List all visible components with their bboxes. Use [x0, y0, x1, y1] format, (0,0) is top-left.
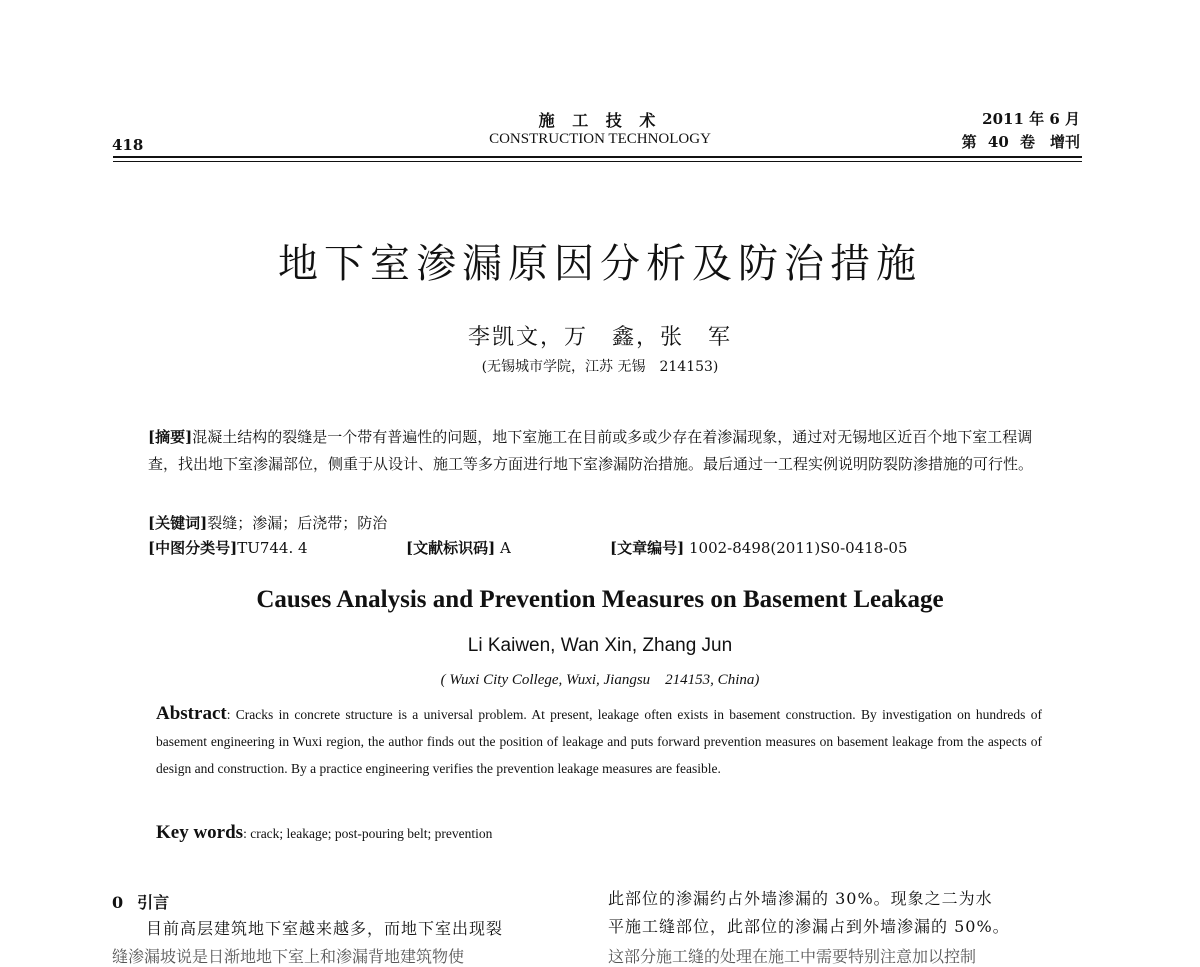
clc-value: TU744. 4: [237, 539, 308, 557]
authors-en: Li Kaiwen, Wan Xin, Zhang Jun: [467, 635, 733, 656]
doc-code-label: [文献标识码]: [406, 539, 496, 557]
header-rule-thin: [113, 161, 1082, 162]
keywords-cn-label: [关键词]: [148, 514, 208, 532]
abstract-en-label: Abstract: [156, 703, 227, 724]
body-col2-line1: 此部位的渗漏约占外墙渗漏的 30%。现象之二为水: [608, 889, 993, 908]
abstract-cn-label: [摘要]: [148, 428, 193, 446]
paper-title-en: Causes Analysis and Prevention Measures on Basement Leakage: [256, 586, 944, 613]
section-heading: [112, 890, 169, 913]
issue-volume: 第 40 卷 增刊: [961, 133, 1080, 151]
article-number-value: 1002-8498(2011)S0-0418-05: [688, 539, 908, 557]
article-number-label: [文章编号]: [610, 539, 685, 557]
affiliation-en: ( Wuxi City College, Wuxi, Jiangsu 214153, China): [440, 672, 760, 688]
abstract-en: [156, 700, 1042, 782]
clc-field: [148, 537, 406, 558]
journal-title-en: CONSTRUCTION TECHNOLOGY: [489, 131, 711, 147]
body-col2-line2: 平施工缝部位，此部位的渗漏占到外墙渗漏的 50%。: [608, 917, 1010, 936]
doc-code-value: A: [499, 539, 511, 557]
keywords-en-label: Key words: [156, 822, 244, 843]
section-number: 0: [112, 893, 124, 912]
header-rule-thick: [113, 156, 1082, 158]
affiliation-cn: (无锡城市学院，江苏 无锡 214153): [481, 359, 719, 375]
clc-label: [中图分类号]: [148, 539, 238, 557]
article-number-field: [610, 537, 908, 558]
page-number: 418: [112, 136, 144, 154]
body-col1-line2: 缝渗漏坡说是日渐地地下室上和渗漏背地建筑物使: [112, 947, 465, 966]
abstract-cn-text: 混凝土结构的裂缝是一个带有普遍性的问题，地下室施工在目前或多或少存在着渗漏现象，通过对无锡地区近百个地下室工程调查，找出地下室渗漏部位，侧重于从设计、施工等多方面进行地下室渗漏防治措施。最后通过一工程实例说明防裂防渗措施的可行性。: [148, 428, 1034, 473]
section-title: 引言: [137, 893, 170, 912]
keywords-cn-text: 裂缝；渗漏；后浇带；防治: [207, 514, 388, 532]
issue-date: 2011 年 6 月: [982, 110, 1080, 128]
body-col1-line1: 目前高层建筑地下室越来越多，而地下室出现裂: [146, 919, 504, 938]
body-col2-line3: 这部分施工缝的处理在施工中需要特别注意加以控制: [608, 947, 977, 966]
keywords-en: [156, 822, 492, 844]
journal-title-cn: 施 工 技 术: [538, 111, 662, 130]
abstract-cn: [148, 424, 1058, 478]
abstract-en-text: : Cracks in concrete structure is a universal problem. At present, leakage often exists in basement construction. By investigation on hundreds of basement engineering in Wuxi region, the author finds out the position of leakage and puts forward prevention measures on basement leakage from the aspects of design and construction. By a practice engineering verifies the prevention leakage measures are feasible.: [156, 707, 1042, 776]
keywords-en-text: : crack; leakage; post-pouring belt; prevention: [243, 826, 493, 841]
keywords-cn: [148, 510, 1058, 537]
classification-line: [148, 537, 908, 558]
doc-code-field: [406, 537, 610, 558]
paper-title-cn: 地下室渗漏原因分析及防治措施: [278, 241, 922, 287]
authors-cn: 李凯文，万 鑫，张 军: [467, 325, 732, 350]
